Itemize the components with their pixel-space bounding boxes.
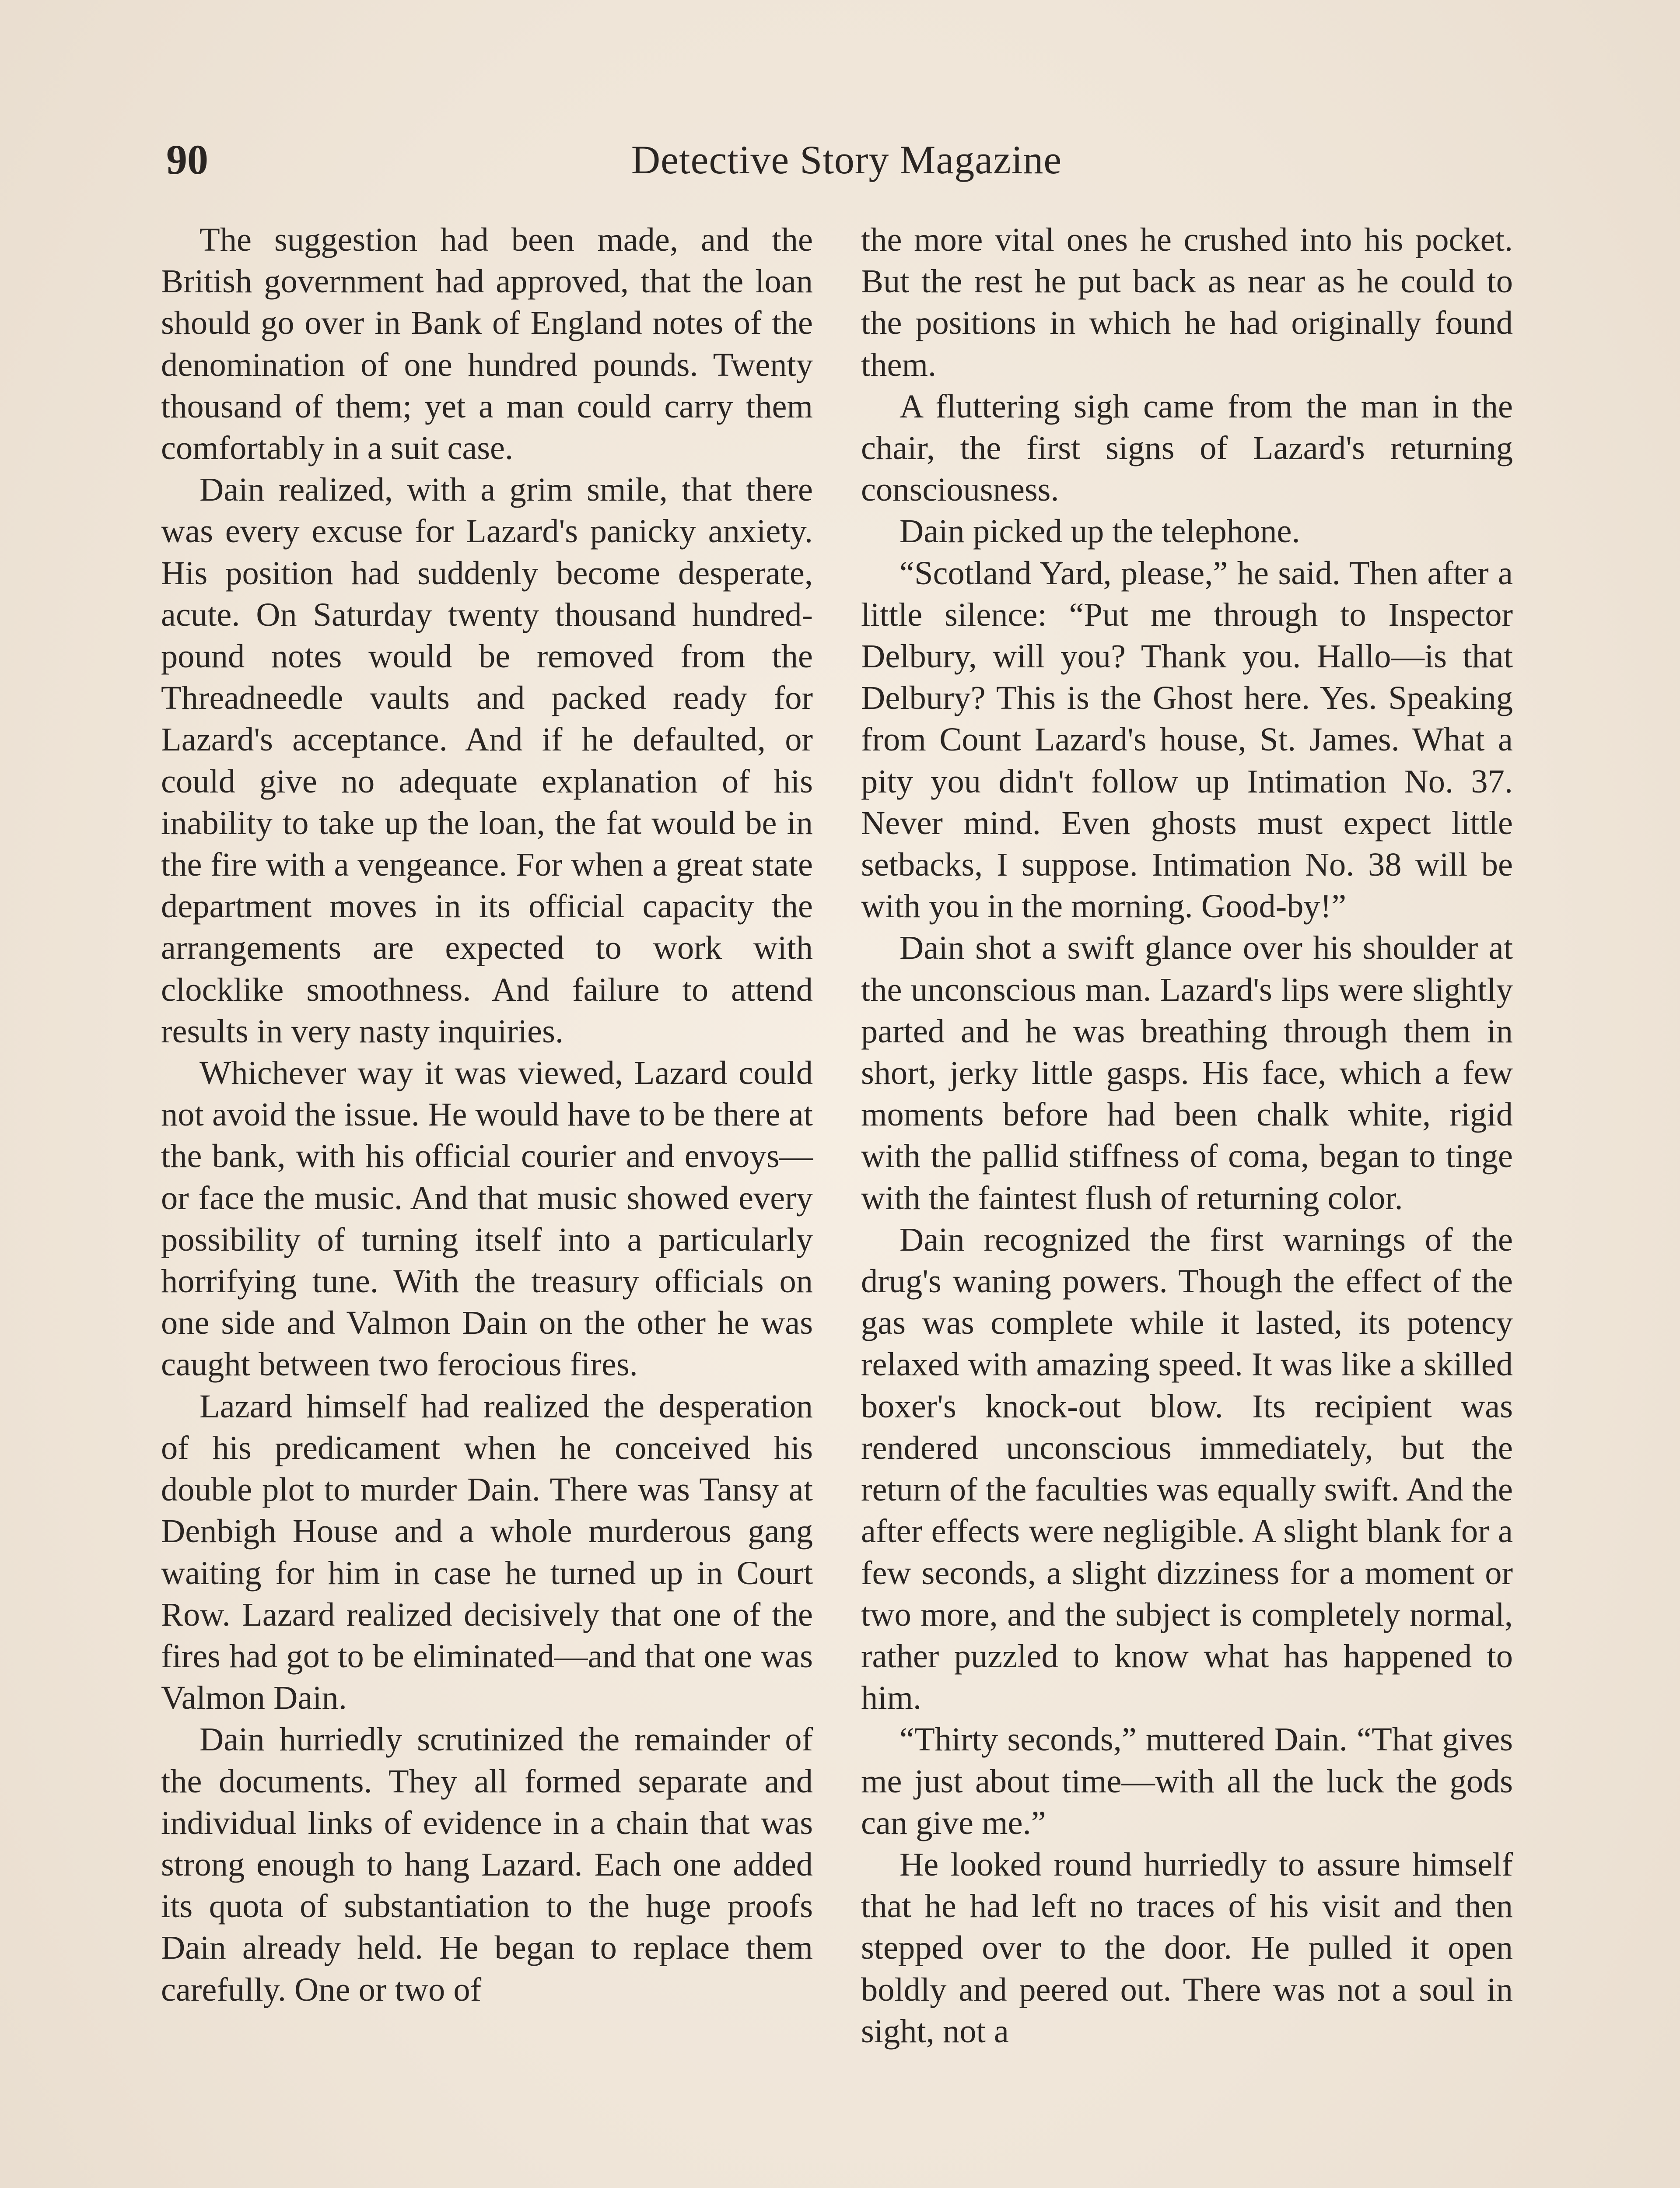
paragraph: Dain recognized the first warnings of the drug's waning powers. Though the effect of the gas was complete while it lasted, its potency relaxed with amazing speed. It was like a skilled boxer's knock-out blow. Its recipient was rendered unconscious immediately, but the return of the faculties was equally swift. And the after effects were negligible. A slight blank for a few seconds, a slight dizziness for a moment or two more, and the subject is completely normal, rather puzzled to know what has happened to him.: [861, 1220, 1513, 1717]
paragraph: Dain realized, with a grim smile, that there was every excuse for Lazard's panicky anxiety. His position had suddenly become desperate, acute. On Saturday twenty thousand hundred-pound notes would be removed from the Threadneedle vaults and packed ready for Lazard's acceptance. And if he defaulted, or could give no adequate explanation of his inability to take up the loan, the fat would be in the fire with a vengeance. For when a great state department moves in its official capacity the arrangements are expected to work with clocklike smoothness. And failure to attend results in very nasty inquiries.: [161, 471, 813, 1050]
running-title: Detective Story Magazine: [631, 137, 1062, 182]
left-column: [161, 219, 813, 2010]
paragraph: Dain picked up the telephone.: [900, 512, 1300, 550]
paragraph: “Scotland Yard, please,” he said. Then after a little silence: “Put me through to Inspector Delbury, will you? Thank you. Hallo—is that Delbury? This is the Ghost here. Yes. Speaking from Count Lazard's house, St. James. What a pity you didn't follow up Intimation No. 37. Never mind. Even ghosts must expect little setbacks, I suppose. Intimation No. 38 will be with you in the morning. Good-by!”: [861, 554, 1513, 925]
paragraph: The suggestion had been made, and the British government had approved, that the loan should go over in Bank of England notes of the denomination of one hundred pounds. Twenty thousand of them; yet a man could carry them comfortably in a suit case.: [161, 221, 813, 467]
paragraph: “Thirty seconds,” muttered Dain. “That gives me just about time—with all the luck the gods can give me.”: [861, 1721, 1513, 1841]
right-column: [861, 219, 1513, 2052]
paragraph: Lazard himself had realized the desperation of his predicament when he conceived his double plot to murder Dain. There was Tansy at Denbigh House and a whole murderous gang waiting for him in case he turned up in Court Row. Lazard realized decisively that one of the fires had got to be eliminated—and that one was Valmon Dain.: [161, 1387, 813, 1717]
page-header: [166, 127, 1527, 193]
continued-paragraph: the more vital ones he crushed into his pocket. But the rest he put back as near as he could to the positions in which he had originally found them.: [861, 221, 1513, 383]
page-number: 90: [166, 136, 208, 183]
paragraph: Whichever way it was viewed, Lazard could not avoid the issue. He would have to be there at the bank, with his official courier and envoys—or face the music. And that music showed every possibility of turning itself into a particularly horrifying tune. With the treasury officials on one side and Valmon Dain on the other he was caught between two ferocious fires.: [161, 1054, 813, 1383]
paragraph: He looked round hurriedly to assure himself that he had left no traces of his visit and then stepped over to the door. He pulled it open boldly and peered out. There was not a soul in sight, not a: [861, 1845, 1513, 2050]
paragraph: Dain hurriedly scrutinized the remainder of the documents. They all formed separate and individual links of evidence in a chain that was strong enough to hang Lazard. Each one added its quota of substantiation to the huge proofs Dain already held. He began to replace them carefully. One or two of: [161, 1721, 813, 2008]
paragraph: Dain shot a swift glance over his shoulder at the unconscious man. Lazard's lips were slightly parted and he was breathing through them in short, jerky little gasps. His face, which a few moments before had been chalk white, rigid with the pallid stiffness of coma, began to tinge with the faintest flush of returning color.: [861, 929, 1513, 1217]
paragraph: A fluttering sigh came from the man in the chair, the first signs of Lazard's returning consciousness.: [861, 387, 1513, 508]
